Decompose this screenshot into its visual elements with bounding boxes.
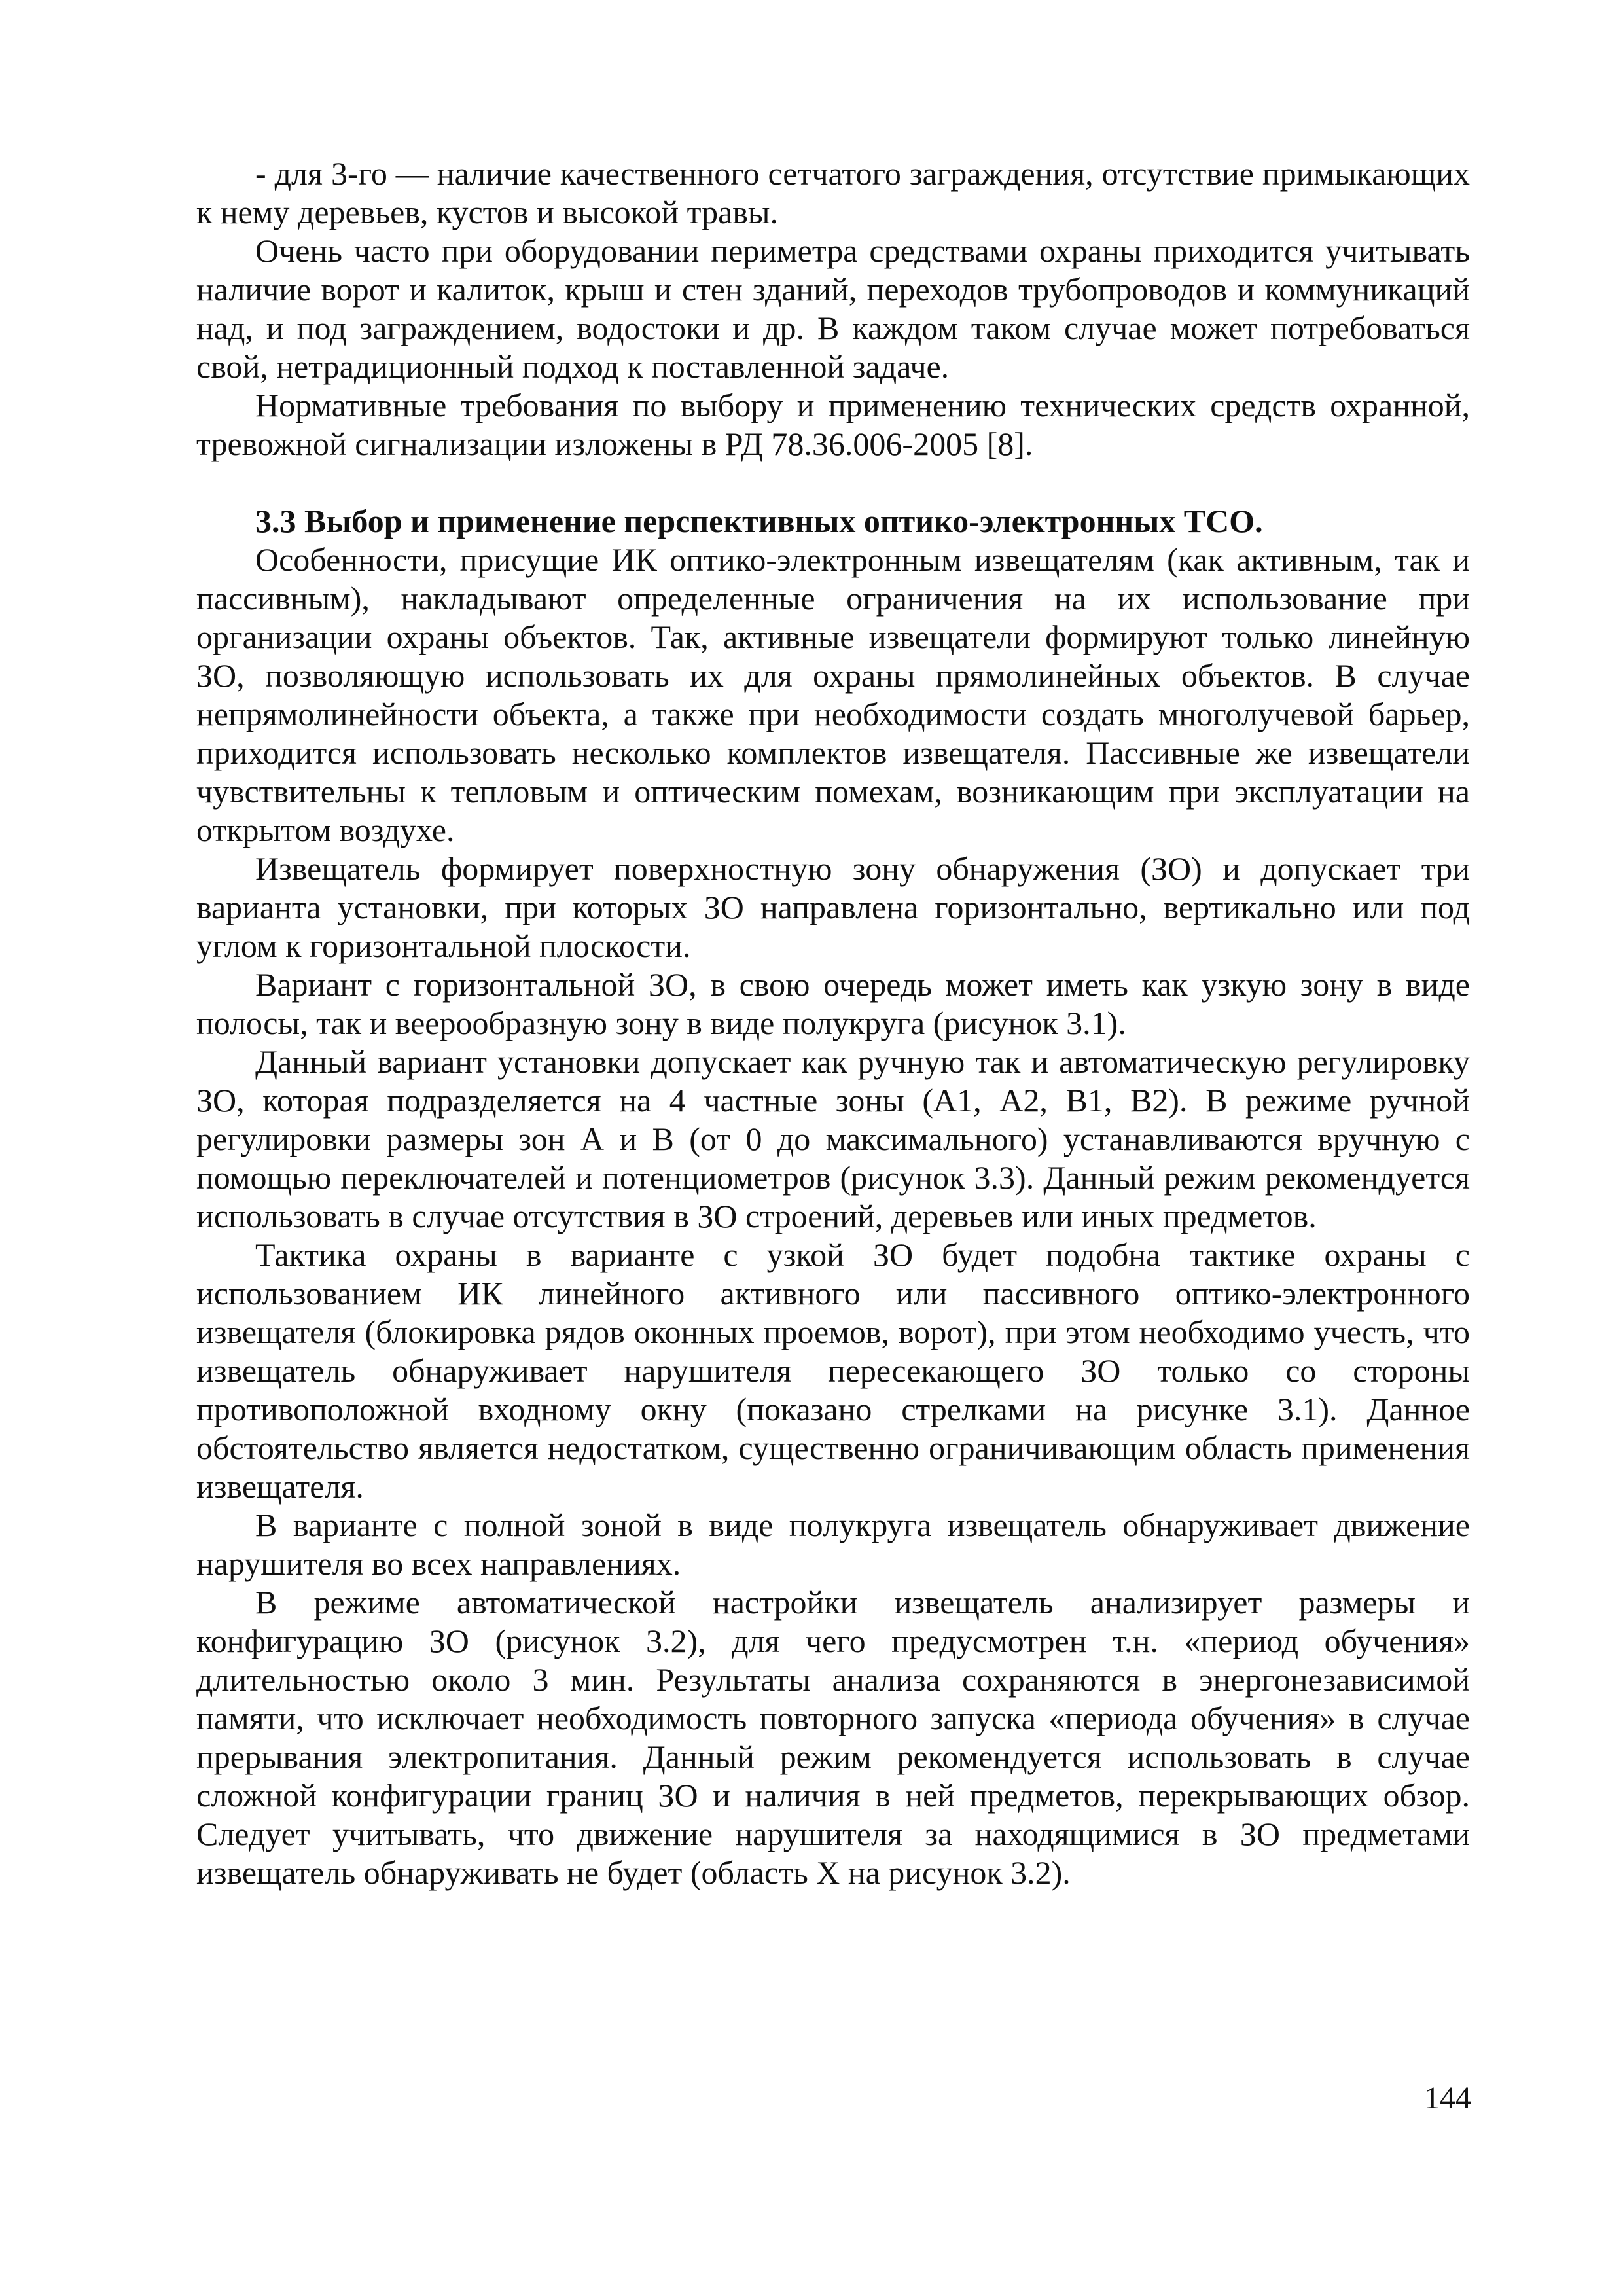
paragraph-perimeter-equipment: Очень часто при оборудовании периметра средствами охраны приходится учитывать наличие ворот и калиток, крыш и стен зданий, переходов трубопроводов и коммуникаций над, и под заграждением, водостоки и др. В каждом таком случае может потребоваться свой, нетрадиционный подход к поставленной задаче. — [196, 232, 1470, 385]
page-number: 144 — [1424, 2081, 1471, 2115]
paragraph-fence-requirements: - для 3-го — наличие качественного сетчатого заграждения, отсутствие примыкающих к нему деревьев, кустов и высокой травы. — [196, 155, 1470, 230]
paragraph-narrow-zone-tactics: Тактика охраны в варианте с узкой ЗО будет подобна тактике охраны с использованием ИК линейного активного или пассивного оптико-электронного извещателя (блокировка рядов оконных проемов, ворот), при этом необходимо учесть, что извещатель обнаруживает нарушителя пересекающего ЗО только со стороны противоположной входному окну (показано стрелками на рисунке 3.1). Данное обстоятельство является недостатком, существенно ограничивающим область применения извещателя. — [196, 1236, 1470, 1505]
paragraph-automatic-setup: В режиме автоматической настройки извещатель анализирует размеры и конфигурацию ЗО (рисунок 3.2), для чего предусмотрен т.н. «период обучения» длительностью около 3 мин. Результаты анализа сохраняются в энергонезависимой памяти, что исключает необходимость повторного запуска «периода обучения» в случае прерывания электропитания. Данный режим рекомендуется использовать в случае сложной конфигурации границ ЗО и наличия в ней предметов, перекрывающих обзор. Следует учитывать, что движение нарушителя за находящимися в ЗО предметами извещатель обнаруживать не будет (область X на рисунок 3.2). — [196, 1584, 1470, 1891]
paragraph-ir-features: Особенности, присущие ИК оптико-электронным извещателям (как активным, так и пассивным), накладывают определенные ограничения на их использование при организации охраны объектов. Так, активные извещатели формируют только линейную ЗО, позволяющую использовать их для охраны прямолинейных объектов. В случае непрямолинейности объекта, а также при необходимости создать многолучевой барьер, приходится использовать несколько комплектов извещателя. Пассивные же извещатели чувствительны к тепловым и оптическим помехам, возникающим при эксплуатации на открытом воздухе. — [196, 541, 1470, 848]
paragraph-detection-zone: Извещатель формирует поверхностную зону обнаружения (ЗО) и допускает три варианта установки, при которых ЗО направлена горизонтально, вертикально или под углом к горизонтальной плоскости. — [196, 850, 1470, 964]
paragraph-normative-requirements: Нормативные требования по выбору и применению технических средств охранной, тревожной сигнализации изложены в РД 78.36.006-2005 [8]. — [196, 387, 1470, 462]
paragraph-horizontal-zone: Вариант с горизонтальной ЗО, в свою очередь может иметь как узкую зону в виде полосы, так и веерообразную зону в виде полукруга (рисунок 3.1). — [196, 966, 1470, 1041]
page-body — [196, 154, 1470, 1892]
section-heading: 3.3 Выбор и применение перспективных оптико-электронных ТСО. — [255, 503, 1263, 539]
paragraph-full-zone: В варианте с полной зоной в виде полукруга извещатель обнаруживает движение нарушителя во всех направлениях. — [196, 1507, 1470, 1582]
paragraph-manual-adjustment: Данный вариант установки допускает как ручную так и автоматическую регулировку ЗО, которая подразделяется на 4 частные зоны (А1, А2, В1, В2). В режиме ручной регулировки размеры зон А и В (от 0 до максимального) устанавливаются вручную с помощью переключателей и потенциометров (рисунок 3.3). Данный режим рекомендуется использовать в случае отсутствия в ЗО строений, деревьев или иных предметов. — [196, 1043, 1470, 1234]
